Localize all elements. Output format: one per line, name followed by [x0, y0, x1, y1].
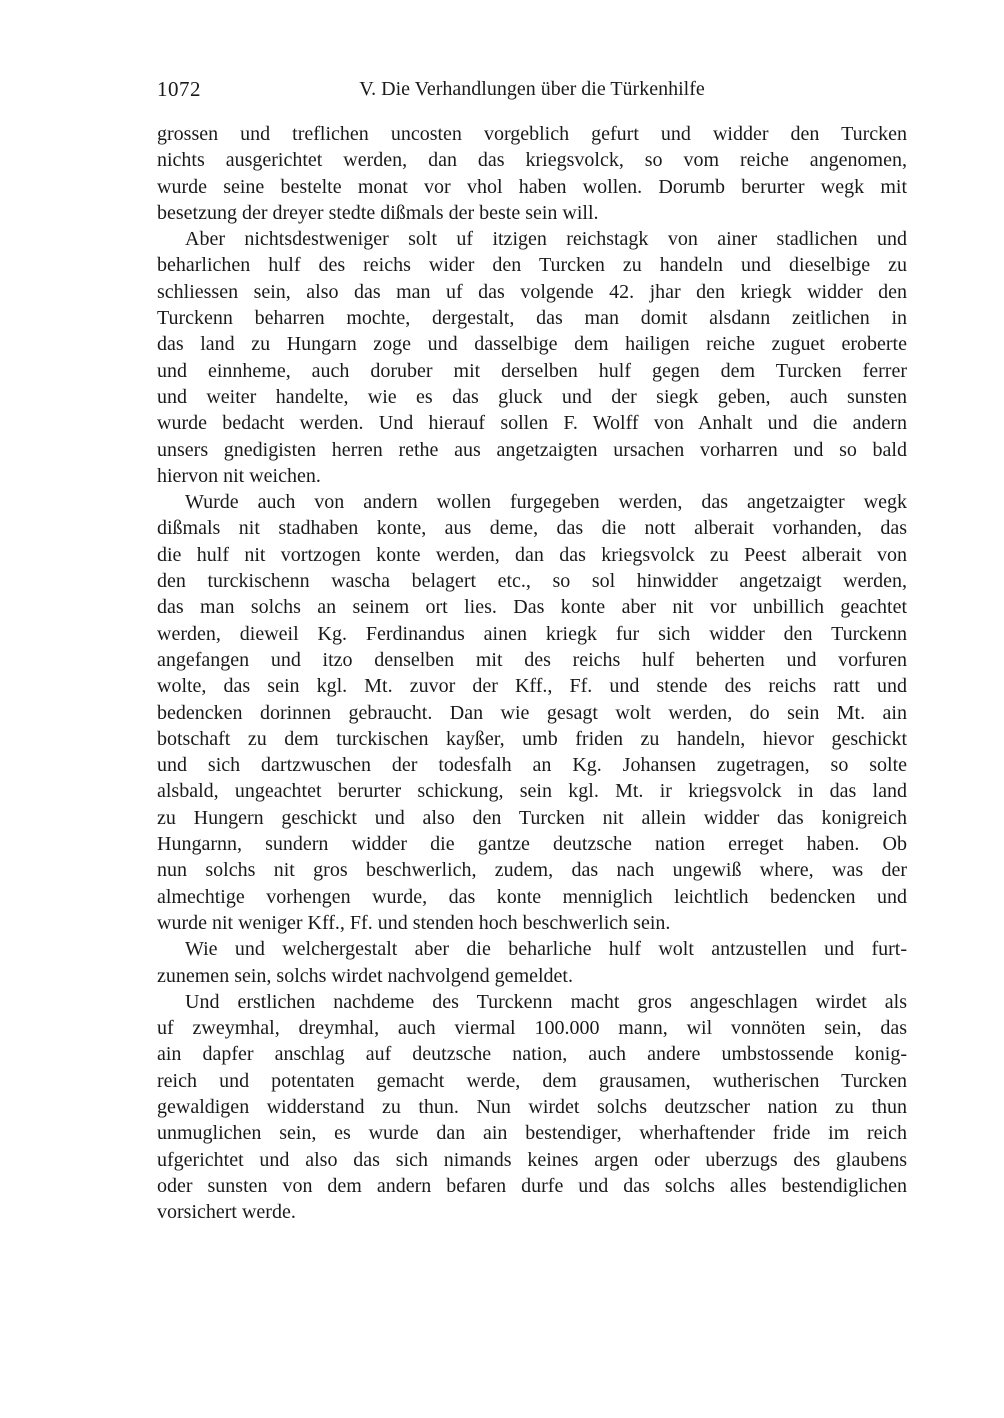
- text-line: werden, dieweil Kg. Ferdinandus ainen kriegk fur sich widder den Turckenn: [157, 622, 907, 645]
- running-header-title: V. Die Verhandlungen über die Türkenhilfe: [359, 78, 705, 100]
- body-text: [157, 121, 907, 1225]
- text-line: hiervon nit weichen.: [157, 464, 321, 487]
- text-line: und sich dartzwuschen der todesfalh an Kg. Johansen zugetragen, so solte: [157, 754, 907, 777]
- text-line: wurde seine bestelte monat vor vhol haben wollen. Dorumb berurter wegk mit: [157, 175, 907, 198]
- text-line: besetzung der dreyer stedte dißmals der beste sein will.: [157, 201, 599, 224]
- paragraph: [157, 226, 907, 489]
- paragraph: [157, 121, 907, 226]
- page-header: [157, 76, 907, 104]
- text-line: ain dapfer anschlag auf deutzsche nation, auch andere umbstossende konig-: [157, 1043, 907, 1066]
- text-line: Wurde auch von andern wollen furgegeben werden, das angetzaigter wegk: [185, 491, 907, 514]
- text-line: nun solchs nit gros beschwerlich, zudem, das nach ungewiß where, was der: [157, 859, 907, 882]
- paragraph: [157, 989, 907, 1226]
- text-line: bedencken dorinnen gebraucht. Dan wie gesagt wolt werden, do sein Mt. ain: [157, 701, 907, 724]
- text-line: reich und potentaten gemacht werde, dem grausamen, wutherischen Turcken: [157, 1069, 907, 1092]
- text-line: gewaldigen widderstand zu thun. Nun wirdet solchs deutzscher nation zu thun: [157, 1095, 907, 1118]
- text-line: grossen und treflichen uncosten vorgeblich gefurt und widder den Turcken: [157, 123, 907, 145]
- text-line: wolte, das sein kgl. Mt. zuvor der Kff., Ff. und stende des reichs ratt und: [157, 675, 907, 698]
- text-line: ufgerichtet und also das sich nimands keines argen oder uberzugs des glaubens: [157, 1148, 907, 1171]
- text-line: alsbald, ungeachtet berurter schickung, sein kgl. Mt. ir kriegsvolck in das land: [157, 780, 907, 803]
- text-line: Turckenn beharren mochte, dergestalt, das man domit alsdann zeitlichen in: [157, 307, 907, 330]
- text-line: Hungarnn, sundern widder die gantze deutzsche nation erreget haben. Ob: [157, 833, 907, 856]
- text-line: die hulf nit vortzogen konte werden, dan das kriegsvolck zu Peest alberait von: [157, 543, 907, 566]
- text-line: zunemen sein, solchs wirdet nachvolgend gemeldet.: [157, 964, 573, 987]
- text-line: vorsichert werde.: [157, 1201, 296, 1224]
- text-line: das man solchs an seinem ort lies. Das konte aber nit vor unbillich geachtet: [157, 596, 907, 619]
- text-line: wurde bedacht werden. Und hierauf sollen F. Wolff von Anhalt und die andern: [157, 412, 907, 435]
- text-line: wurde nit weniger Kff., Ff. und stenden hoch beschwerlich sein.: [157, 911, 671, 934]
- text-line: unmuglichen sein, es wurde dan ain bestendiger, wherhaftender fride im reich: [157, 1122, 907, 1145]
- text-line: angefangen und itzo denselben mit des reichs hulf beherten und vorfuren: [157, 648, 907, 671]
- text-line: schliessen sein, also das man uf das volgende 42. jhar den kriegk widder den: [157, 280, 907, 303]
- text-line: beharlichen hulf des reichs wider den Turcken zu handeln und dieselbige zu: [157, 254, 907, 277]
- text-line: nichts ausgerichtet werden, dan das kriegsvolck, so vom reiche angenomen,: [157, 149, 907, 172]
- page-number: 1072: [157, 77, 201, 101]
- text-line: Und erstlichen nachdeme des Turckenn macht gros angeschlagen wirdet als: [185, 990, 907, 1013]
- text-line: den turckischenn wascha belagert etc., so sol hinwidder angetzaigt werden,: [157, 570, 907, 593]
- text-line: und einnheme, auch doruber mit derselben hulf gegen dem Turcken ferrer: [157, 359, 907, 382]
- text-line: dißmals nit stadhaben konte, aus deme, das die nott alberait vorhanden, das: [157, 517, 907, 540]
- text-line: das land zu Hungarn zoge und dasselbige dem hailigen reiche zuguet eroberte: [157, 333, 907, 356]
- text-line: botschaft zu dem turckischen kayßer, umb friden zu handeln, hievor geschickt: [157, 727, 907, 750]
- text-line: Wie und welchergestalt aber die beharliche hulf wolt antzustellen und furt-: [185, 938, 907, 961]
- text-line: uf zweymhal, dreymhal, auch viermal 100.000 mann, wil vonnöten sein, das: [157, 1017, 907, 1040]
- text-line: oder sunsten von dem andern befaren durfe und das solchs alles bestendiglichen: [157, 1174, 907, 1197]
- text-line: almechtige vorhengen wurde, das konte menniglich leichtlich bedencken und: [157, 885, 907, 908]
- text-line: und weiter handelte, wie es das gluck und der siegk geben, auch sunsten: [157, 385, 907, 408]
- text-line: unsers gnedigisten herren rethe aus angetzaigten ursachen vorharren und so bald: [157, 438, 907, 461]
- paragraph: [157, 489, 907, 936]
- text-line: Aber nichtsdestweniger solt uf itzigen reichstagk von ainer stadlichen und: [185, 228, 907, 251]
- paragraph: [157, 936, 907, 989]
- text-line: zu Hungern geschickt und also den Turcken nit allein widder das konigreich: [157, 806, 907, 829]
